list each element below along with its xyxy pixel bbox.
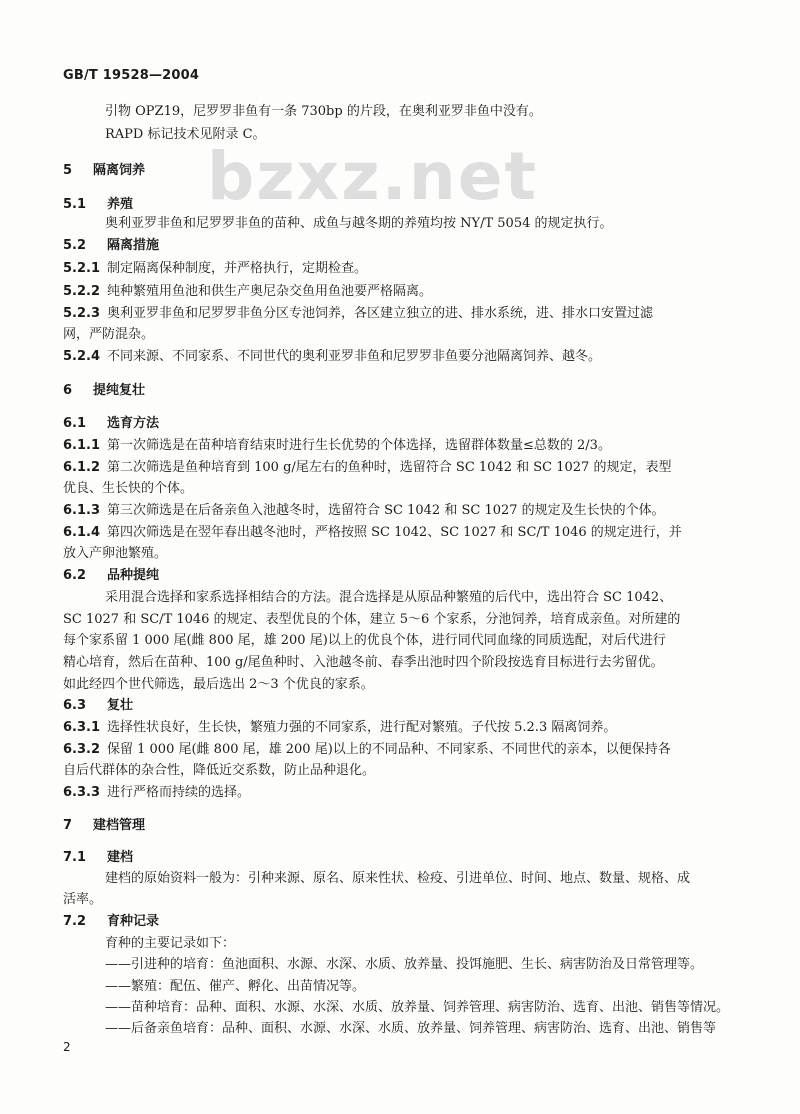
- clause-number: 6.3.2: [63, 742, 101, 757]
- text-line: 精心培育，然后在苗种、100 g/尾鱼种时、入池越冬前、春季出池时四个阶段按选育目标进行去劣留优。: [63, 655, 664, 670]
- text-line: RAPD 标记技术见附录 C。: [105, 127, 266, 142]
- section-title: 养殖: [107, 197, 134, 212]
- clause-number: 5.2.1: [63, 261, 101, 276]
- clause-text: 纯种繁殖用鱼池和供生产奥尼杂交鱼用鱼池要严格隔离。: [107, 284, 433, 299]
- text-line: 育种的主要记录如下：: [105, 936, 236, 951]
- clause-6-1-3: [63, 503, 665, 519]
- clause-6-1-1: [63, 438, 611, 454]
- clause-6-1-4: [63, 525, 682, 541]
- clause-number: 5.2.4: [63, 349, 101, 364]
- clause-6-3-2: [63, 742, 671, 758]
- clause-text: 不同来源、不同家系、不同世代的奥利亚罗非鱼和尼罗罗非鱼要分池隔离饲养、越冬。: [107, 349, 602, 364]
- clause-6-3-1: [63, 720, 616, 736]
- dash-item: ——苗种培育：品种、面积、水源、水深、水质、放养量、饲养管理、病害防治、选育、出池、销售等情况。: [105, 1000, 730, 1015]
- clause-number: 6.3.1: [63, 720, 101, 735]
- section-5-1-heading: [63, 197, 133, 213]
- dash-item: ——繁殖：配伍、催产、孵化、出苗情况等。: [105, 979, 366, 994]
- section-number: 6: [63, 383, 73, 398]
- text-line: 自后代群体的杂合性，降低近交系数，防止品种退化。: [63, 763, 376, 778]
- section-7-heading: [63, 818, 145, 834]
- section-number: 5.1: [63, 197, 87, 212]
- section-title: 建档管理: [93, 818, 146, 833]
- clause-text: 选择性状良好，生长快，繁殖力强的不同家系，进行配对繁殖。子代按 5.2.3 隔离饲养。: [107, 720, 617, 735]
- clause-text: 进行严格而持续的选择。: [107, 785, 251, 800]
- section-number: 6.1: [63, 416, 87, 431]
- standard-code-header: GB/T 19528—2004: [63, 68, 200, 83]
- section-title: 提纯复壮: [93, 383, 146, 398]
- clause-text: 第四次筛选是在翌年春出越冬池时，严格按照 SC 1042、SC 1027 和 SC/T 1046 的规定进行，并: [107, 525, 682, 540]
- section-number: 6.2: [63, 568, 87, 583]
- clause-number: 5.2.2: [63, 284, 101, 299]
- section-number: 5.2: [63, 238, 87, 253]
- clause-text: 制定隔离保种制度，并严格执行，定期检查。: [107, 261, 368, 276]
- section-title: 复壮: [107, 698, 134, 713]
- clause-6-1-2: [63, 460, 671, 476]
- section-6-2-heading: [63, 568, 159, 584]
- section-title: 品种提纯: [107, 568, 160, 583]
- text-line: 奥利亚罗非鱼和尼罗罗非鱼的苗种、成鱼与越冬期的养殖均按 NY/T 5054 的规定执行。: [105, 216, 613, 231]
- text-line: SC 1027 和 SC/T 1046 的规定、表型优良的个体，建立 5～6 个家系，分池饲养，培育成亲鱼。对所建的: [63, 612, 681, 627]
- section-title: 选育方法: [107, 416, 160, 431]
- clause-6-3-3: [63, 785, 250, 801]
- section-title: 隔离饲养: [93, 163, 146, 178]
- clause-text: 奥利亚罗非鱼和尼罗罗非鱼分区专池饲养，各区建立独立的进、排水系统，进、排水口安置过滤: [107, 306, 654, 321]
- clause-5-2-1: [63, 261, 367, 277]
- section-number: 7.1: [63, 850, 87, 865]
- section-title: 建档: [107, 850, 134, 865]
- section-7-2-heading: [63, 914, 159, 930]
- clause-number: 5.2.3: [63, 306, 101, 321]
- dash-item: ——后备亲鱼培育：品种、面积、水源、水深、水质、放养量、饲养管理、病害防治、选育、出池、销售等: [105, 1021, 717, 1036]
- clause-text: 保留 1 000 尾(雌 800 尾，雄 200 尾)以上的不同品种、不同家系、不同世代的亲本，以便保持各: [107, 742, 671, 757]
- clause-5-2-2: [63, 284, 432, 300]
- section-number: 6.3: [63, 698, 87, 713]
- text-line: 建档的原始资料一般为：引种来源、原名、原来性状、检疫、引进单位、时间、地点、数量、规格、成: [105, 871, 691, 886]
- text-line: 放入产卵池繁殖。: [63, 546, 168, 561]
- clause-text: 第三次筛选是在后备亲鱼入池越冬时，选留符合 SC 1042 和 SC 1027 的规定及生长快的个体。: [107, 503, 665, 518]
- clause-number: 6.1.3: [63, 503, 101, 518]
- clause-number: 6.1.2: [63, 460, 101, 475]
- section-7-1-heading: [63, 850, 133, 866]
- text-line: 采用混合选择和家系选择相结合的方法。混合选择是从原品种繁殖的后代中，选出符合 SC 1042、: [105, 590, 673, 605]
- clause-text: 第一次筛选是在苗种培育结束时进行生长优势的个体选择，选留群体数量≤总数的 2/3。: [107, 438, 611, 453]
- clause-number: 6.1.1: [63, 438, 101, 453]
- page-number: 2: [63, 1040, 71, 1054]
- text-line: 活率。: [63, 892, 103, 907]
- dash-item: ——引进种的培育：鱼池面积、水源、水深、水质、放养量、投饵施肥、生长、病害防治及日常管理等。: [105, 957, 704, 972]
- section-6-1-heading: [63, 416, 159, 432]
- text-line: 引物 OPZ19，尼罗罗非鱼有一条 730bp 的片段，在奥利亚罗非鱼中没有。: [105, 104, 542, 119]
- clause-text: 第二次筛选是鱼种培育到 100 g/尾左右的鱼种时，选留符合 SC 1042 和 SC 1027 的规定，表型: [107, 460, 672, 475]
- section-number: 7.2: [63, 914, 87, 929]
- section-number: 7: [63, 818, 73, 833]
- section-5-heading: [63, 163, 145, 179]
- clause-5-2-3: [63, 306, 653, 322]
- clause-number: 6.3.3: [63, 785, 101, 800]
- text-line: 每个家系留 1 000 尾(雌 800 尾，雄 200 尾)以上的优良个体，进行同代同血缘的同质选配，对后代进行: [63, 633, 666, 648]
- section-5-2-heading: [63, 238, 159, 254]
- text-line: 优良、生长快的个体。: [63, 481, 194, 496]
- section-title: 隔离措施: [107, 238, 160, 253]
- section-6-3-heading: [63, 698, 133, 714]
- text-line: 网，严防混杂。: [63, 327, 155, 342]
- clause-5-2-4: [63, 349, 601, 365]
- section-6-heading: [63, 383, 145, 399]
- text-line: 如此经四个世代筛选，最后选出 2～3 个优良的家系。: [63, 677, 374, 692]
- section-number: 5: [63, 163, 73, 178]
- watermark: bzxz.net: [207, 138, 539, 215]
- clause-number: 6.1.4: [63, 525, 101, 540]
- section-title: 育种记录: [107, 914, 160, 929]
